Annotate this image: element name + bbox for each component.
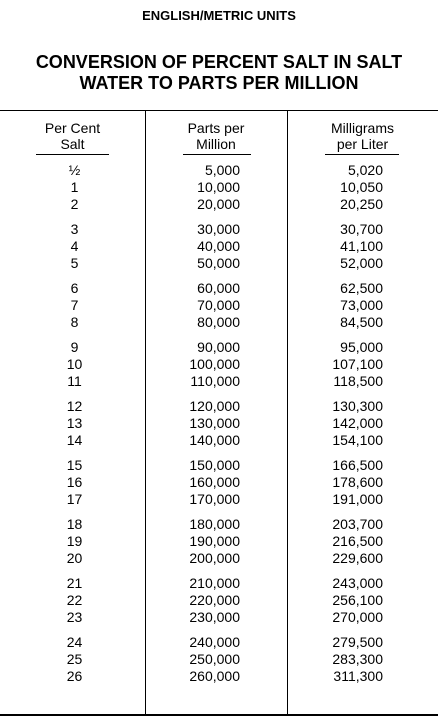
percent-salt-cell: 8 <box>70 314 79 330</box>
table-row <box>0 575 438 592</box>
milligrams-per-liter-cell: 10,050 <box>340 179 383 195</box>
percent-salt-cell: 13 <box>66 415 83 431</box>
percent-salt-cell: 18 <box>66 516 83 532</box>
parts-per-million-cell: 20,000 <box>197 196 240 212</box>
parts-per-million-cell: 240,000 <box>189 634 240 650</box>
table-row <box>0 474 438 491</box>
parts-per-million-cell: 110,000 <box>190 373 240 389</box>
parts-per-million-cell: 190,000 <box>189 533 240 549</box>
page-title-line-1: CONVERSION OF PERCENT SALT IN SALT <box>35 52 403 72</box>
percent-salt-cell: 15 <box>66 457 83 473</box>
row-group <box>0 221 438 272</box>
parts-per-million-cell: 150,000 <box>189 457 240 473</box>
parts-per-million-cell: 210,000 <box>189 575 240 591</box>
parts-per-million-cell: 10,000 <box>197 179 240 195</box>
row-group <box>0 280 438 331</box>
table-row <box>0 339 438 356</box>
table-row <box>0 432 438 449</box>
percent-salt-cell: 25 <box>66 651 83 667</box>
milligrams-per-liter-cell: 178,600 <box>332 474 383 490</box>
milligrams-per-liter-cell: 107,100 <box>332 356 383 372</box>
column-header-line: Salt <box>60 136 85 152</box>
parts-per-million-cell: 130,000 <box>189 415 240 431</box>
row-group <box>0 457 438 508</box>
table-row <box>0 634 438 651</box>
milligrams-per-liter-cell: 20,250 <box>340 196 383 212</box>
table-row <box>0 179 438 196</box>
milligrams-per-liter-cell: 154,100 <box>332 432 383 448</box>
table-row <box>0 162 438 179</box>
parts-per-million-cell: 160,000 <box>189 474 240 490</box>
percent-salt-cell: 24 <box>66 634 83 650</box>
table-row <box>0 533 438 550</box>
table-row <box>0 668 438 685</box>
milligrams-per-liter-cell: 30,700 <box>340 221 383 237</box>
milligrams-per-liter-cell: 5,020 <box>347 162 383 178</box>
row-group <box>0 398 438 449</box>
parts-per-million-cell: 200,000 <box>189 550 240 566</box>
table-row <box>0 398 438 415</box>
parts-per-million-cell: 120,000 <box>189 398 240 414</box>
milligrams-per-liter-cell: 243,000 <box>332 575 383 591</box>
percent-salt-cell: 26 <box>66 668 83 684</box>
parts-per-million-cell: 80,000 <box>197 314 240 330</box>
percent-salt-cell: 12 <box>66 398 83 414</box>
percent-salt-cell: ½ <box>68 162 81 178</box>
percent-salt-cell: 20 <box>66 550 83 566</box>
table-row <box>0 592 438 609</box>
percent-salt-cell: 14 <box>66 432 83 448</box>
table-row <box>0 356 438 373</box>
percent-salt-cell: 19 <box>66 533 83 549</box>
column-header-line: Parts per <box>187 120 245 136</box>
table-row <box>0 297 438 314</box>
milligrams-per-liter-cell: 62,500 <box>340 280 383 296</box>
milligrams-per-liter-cell: 191,000 <box>332 491 383 507</box>
percent-salt-cell: 6 <box>70 280 79 296</box>
percent-salt-cell: 3 <box>70 221 79 237</box>
parts-per-million-cell: 70,000 <box>197 297 240 313</box>
row-group <box>0 516 438 567</box>
row-group <box>0 162 438 213</box>
parts-per-million-cell: 30,000 <box>197 221 240 237</box>
column-header-line: Million <box>196 136 236 152</box>
parts-per-million-cell: 220,000 <box>189 592 240 608</box>
parts-per-million-cell: 170,000 <box>189 491 240 507</box>
percent-salt-cell: 10 <box>66 356 83 372</box>
table-row <box>0 651 438 668</box>
milligrams-per-liter-cell: 229,600 <box>332 550 383 566</box>
milligrams-per-liter-cell: 95,000 <box>340 339 383 355</box>
parts-per-million-cell: 140,000 <box>189 432 240 448</box>
milligrams-per-liter-cell: 142,000 <box>332 415 383 431</box>
conversion-table-body <box>0 162 438 693</box>
column-header-underline <box>36 154 109 155</box>
milligrams-per-liter-cell: 166,500 <box>332 457 383 473</box>
column-header-percent-salt <box>0 120 145 152</box>
milligrams-per-liter-cell: 256,100 <box>332 592 383 608</box>
parts-per-million-cell: 180,000 <box>189 516 240 532</box>
column-header-line: Milligrams <box>331 120 394 136</box>
row-group <box>0 634 438 685</box>
column-header-underline <box>325 154 399 155</box>
table-row <box>0 516 438 533</box>
parts-per-million-cell: 90,000 <box>197 339 240 355</box>
parts-per-million-cell: 50,000 <box>197 255 240 271</box>
percent-salt-cell: 9 <box>70 339 79 355</box>
table-row <box>0 255 438 272</box>
row-group <box>0 575 438 626</box>
parts-per-million-cell: 40,000 <box>197 238 240 254</box>
parts-per-million-cell: 5,000 <box>204 162 240 178</box>
percent-salt-cell: 5 <box>70 255 79 271</box>
milligrams-per-liter-cell: 203,700 <box>332 516 383 532</box>
parts-per-million-cell: 60,000 <box>197 280 240 296</box>
parts-per-million-cell: 260,000 <box>189 668 240 684</box>
percent-salt-cell: 16 <box>66 474 83 490</box>
milligrams-per-liter-cell: 84,500 <box>340 314 383 330</box>
table-row <box>0 415 438 432</box>
milligrams-per-liter-cell: 279,500 <box>332 634 383 650</box>
milligrams-per-liter-cell: 118,500 <box>333 373 383 389</box>
parts-per-million-cell: 100,000 <box>189 356 240 372</box>
percent-salt-cell: 22 <box>66 592 83 608</box>
column-header-line: per Liter <box>336 136 389 152</box>
percent-salt-cell: 7 <box>70 297 79 313</box>
milligrams-per-liter-cell: 311,300 <box>333 668 383 684</box>
milligrams-per-liter-cell: 52,000 <box>340 255 383 271</box>
table-top-rule <box>0 110 438 111</box>
percent-salt-cell: 21 <box>66 575 83 591</box>
percent-salt-cell: 4 <box>70 238 79 254</box>
percent-salt-cell: 11 <box>67 373 82 389</box>
table-row <box>0 221 438 238</box>
row-group <box>0 339 438 390</box>
table-row <box>0 491 438 508</box>
table-row <box>0 609 438 626</box>
column-header-underline <box>183 154 251 155</box>
page-header: ENGLISH/METRIC UNITS <box>142 8 296 23</box>
milligrams-per-liter-cell: 41,100 <box>340 238 383 254</box>
table-row <box>0 457 438 474</box>
table-row <box>0 280 438 297</box>
column-header-parts-per-million <box>145 120 287 152</box>
percent-salt-cell: 2 <box>70 196 79 212</box>
table-row <box>0 196 438 213</box>
page-title <box>0 52 438 94</box>
column-header-milligrams-per-liter <box>287 120 438 152</box>
percent-salt-cell: 23 <box>66 609 83 625</box>
percent-salt-cell: 17 <box>66 491 83 507</box>
milligrams-per-liter-cell: 216,500 <box>332 533 383 549</box>
milligrams-per-liter-cell: 283,300 <box>332 651 383 667</box>
table-row <box>0 550 438 567</box>
page-title-line-2: WATER TO PARTS PER MILLION <box>79 73 359 93</box>
milligrams-per-liter-cell: 130,300 <box>332 398 383 414</box>
table-row <box>0 373 438 390</box>
milligrams-per-liter-cell: 73,000 <box>340 297 383 313</box>
parts-per-million-cell: 230,000 <box>189 609 240 625</box>
table-row <box>0 238 438 255</box>
table-row <box>0 314 438 331</box>
milligrams-per-liter-cell: 270,000 <box>332 609 383 625</box>
parts-per-million-cell: 250,000 <box>189 651 240 667</box>
table-bottom-rule <box>0 714 438 716</box>
percent-salt-cell: 1 <box>70 179 79 195</box>
column-header-line: Per Cent <box>44 120 101 136</box>
